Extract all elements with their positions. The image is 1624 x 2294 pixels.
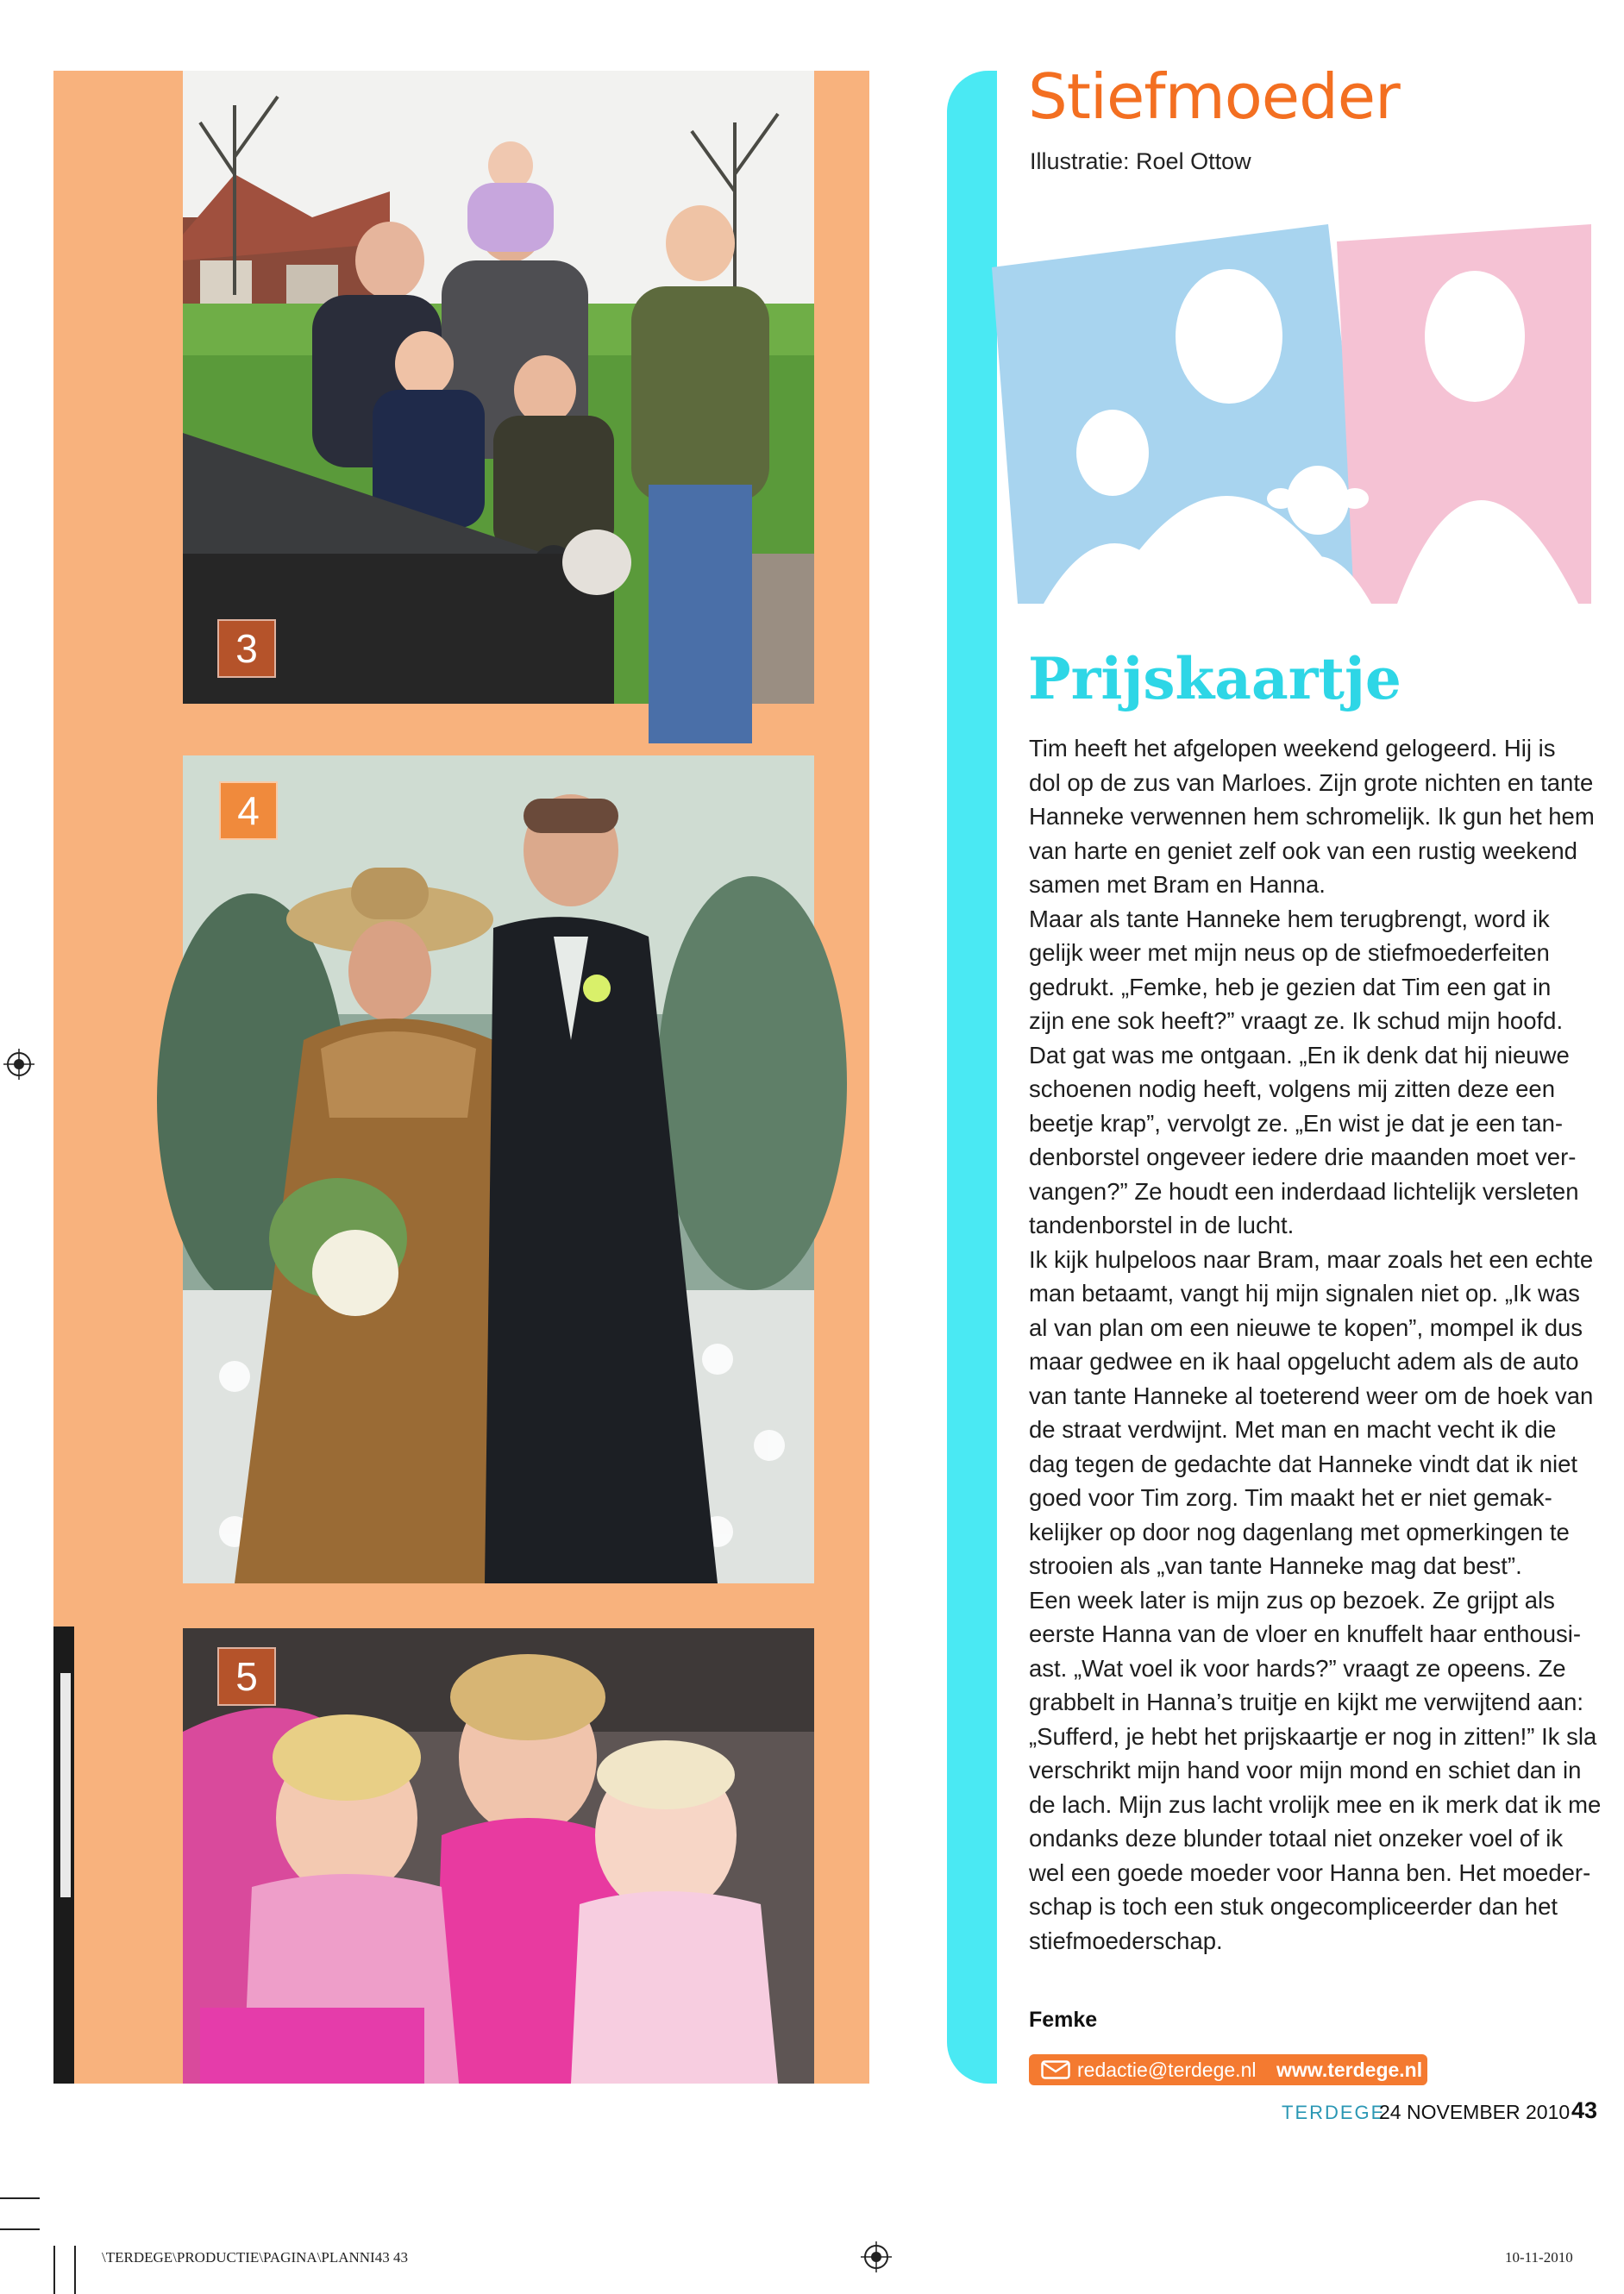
family-photo-cannon bbox=[183, 71, 814, 704]
article-line: kelijker op door nog dagenlang met opmerkingen te bbox=[1029, 1518, 1570, 1545]
crop-mark bbox=[0, 2228, 40, 2230]
article-line: denborstel ongeveer iedere drie maanden moet ver- bbox=[1029, 1144, 1577, 1170]
article-line: tandenborstel in de lucht. bbox=[1029, 1212, 1295, 1238]
article-line: beetje krap”, vervolgt ze. „En wist je dat je een tan- bbox=[1029, 1109, 1564, 1137]
page-number: 43 bbox=[1571, 2097, 1598, 2123]
column-accent-bar bbox=[947, 71, 997, 2084]
article-line: man betaamt, vangt hij mijn signalen niet op. „Ik was bbox=[1029, 1280, 1580, 1307]
article-line: „Sufferd, je hebt het prijskaartje er nog in zitten!” Ik sla bbox=[1029, 1722, 1597, 1750]
illustration-credit: Illustratie: Roel Ottow bbox=[1030, 148, 1251, 174]
article-line: de straat verdwijnt. Met man en macht vecht ik die bbox=[1029, 1416, 1557, 1443]
article-line: dol op de zus van Marloes. Zijn grote nichten en tante bbox=[1029, 768, 1594, 796]
article-line: maar gedwee en ik haal opgelucht adem als de auto bbox=[1029, 1348, 1579, 1375]
article-line: van harte en geniet zelf ook van een rustig weekend bbox=[1029, 837, 1577, 864]
article-line: gedrukt. „Femke, heb je gezien dat Tim een gat in bbox=[1029, 973, 1552, 1000]
article-line: al van plan om een nieuwe te kopen”, mompel ik dus bbox=[1029, 1313, 1583, 1341]
contact-email-link[interactable]: redactie@terdege.nl bbox=[1077, 2059, 1257, 2081]
article-line: dag tegen de gedachte dat Hanneke vindt dat ik niet bbox=[1029, 1450, 1578, 1477]
photo-number-badge: 4 bbox=[219, 781, 278, 840]
contact-bar bbox=[1029, 2054, 1427, 2085]
article-line: Tim heeft het afgelopen weekend gelogeerd. Hij is bbox=[1029, 735, 1556, 762]
article-author: Femke bbox=[1029, 2008, 1098, 2032]
wedding-photo bbox=[183, 755, 814, 1583]
section-title: Stiefmoeder bbox=[1028, 60, 1400, 133]
article-line: goed voor Tim zorg. Tim maakt het er niet gemak- bbox=[1029, 1484, 1552, 1511]
adjacent-page-edge-highlight bbox=[60, 1673, 71, 1897]
article-line: verschrikt mijn hand voor mijn mond en schiet dan in bbox=[1029, 1757, 1582, 1783]
print-date: 10-11-2010 bbox=[1505, 2249, 1573, 2266]
article-line: de lach. Mijn zus lacht vrolijk mee en ik merk dat ik me bbox=[1029, 1790, 1602, 1818]
article-line: gelijk weer met mijn neus op de stiefmoederfeiten bbox=[1029, 939, 1550, 966]
article-line: samen met Bram en Hanna. bbox=[1029, 871, 1326, 898]
article-line: schap is toch een stuk ongecompliceerder dan het bbox=[1029, 1893, 1558, 1920]
registration-mark-icon bbox=[859, 2240, 894, 2274]
article-line: stiefmoederschap. bbox=[1029, 1927, 1223, 1954]
article-line: Maar als tante Hanneke hem terugbrengt, word ik bbox=[1029, 905, 1550, 932]
children-photo bbox=[183, 1628, 814, 2084]
article-line: strooien als „van tante Hanneke mag dat best”. bbox=[1029, 1552, 1522, 1579]
article-line: Een week later is mijn zus op bezoek. Ze grijpt als bbox=[1029, 1586, 1555, 1614]
article-line: Dat gat was me ontgaan. „En ik denk dat hij nieuwe bbox=[1029, 1041, 1570, 1069]
article-line: Hanneke verwennen hem schromelijk. Ik gun het hem bbox=[1029, 803, 1595, 830]
article-line: zijn ene sok heeft?” vraagt ze. Ik schud mijn hoofd. bbox=[1029, 1007, 1564, 1034]
article-line: vangen?” Ze houdt een inderdaad lichtelijk versleten bbox=[1029, 1177, 1579, 1205]
family-silhouette-illustration bbox=[992, 224, 1591, 604]
crop-mark bbox=[0, 2197, 40, 2199]
print-slug: \TERDEGE\PRODUCTIE\PAGINA\PLANNI43 43 bbox=[102, 2249, 408, 2266]
article-line: eerste Hanna van de vloer en knuffelt haar enthousi- bbox=[1029, 1620, 1582, 1647]
article-line: wel een goede moeder voor Hanna ben. Het moeder- bbox=[1029, 1858, 1591, 1886]
article-body bbox=[1029, 731, 1624, 1958]
article-line: grabbelt in Hanna’s truitje en kijkt me verwijtend aan: bbox=[1029, 1689, 1584, 1715]
footer-issue-date: 24 NOVEMBER 2010 bbox=[1379, 2101, 1571, 2123]
article-line: Ik kijk hulpeloos naar Bram, maar zoals het een echte bbox=[1029, 1245, 1594, 1273]
article-line: schoenen nodig heeft, volgens mij zitten deze een bbox=[1029, 1075, 1555, 1102]
envelope-icon bbox=[1041, 2060, 1070, 2079]
article-line: ast. „Wat voel ik voor hards?” vraagt ze opeens. Ze bbox=[1029, 1654, 1566, 1682]
crop-mark bbox=[53, 2246, 55, 2294]
article-title: Prijskaartje bbox=[1028, 645, 1401, 712]
article-line: van tante Hanneke al toeterend weer om de hoek van bbox=[1029, 1382, 1594, 1409]
article-line: ondanks deze blunder totaal niet onzeker voel of ik bbox=[1029, 1825, 1564, 1852]
footer-magazine-name: TERDEGE bbox=[1282, 2102, 1386, 2123]
photo-number-badge: 3 bbox=[217, 619, 276, 678]
registration-mark-icon bbox=[2, 1047, 36, 1081]
crop-mark bbox=[74, 2246, 76, 2294]
website-link[interactable]: www.terdege.nl bbox=[1276, 2059, 1423, 2081]
photo-number-badge: 5 bbox=[217, 1647, 276, 1706]
